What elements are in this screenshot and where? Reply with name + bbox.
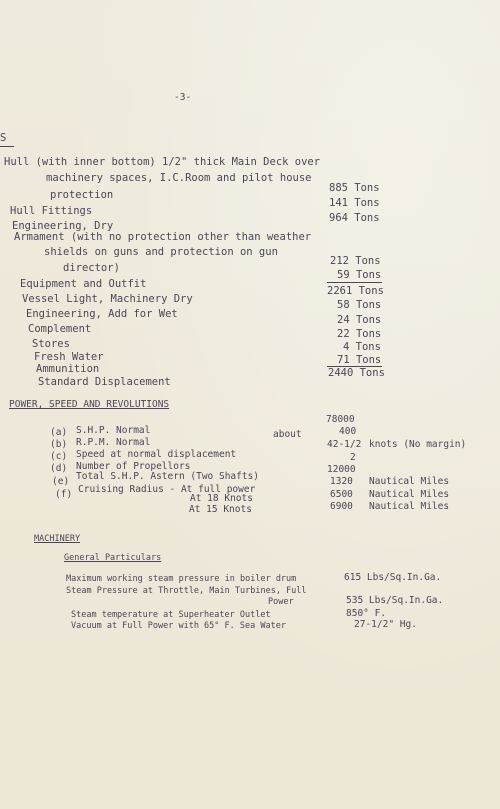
weight-label: Stores	[32, 338, 70, 350]
weight-label: Hull Fittings	[10, 205, 93, 217]
weight-value: 964 Tons	[329, 212, 380, 224]
power-label: S.H.P. Normal	[76, 425, 151, 436]
machinery-value: 615 Lbs/Sq.In.Ga.	[344, 572, 442, 583]
weight-label: machinery spaces, I.C.Room and pilot house	[46, 172, 312, 184]
weight-value: 2261 Tons	[327, 285, 384, 297]
power-key: (d)	[50, 463, 68, 474]
weight-label: Armament (with no protection other than weather	[14, 231, 312, 243]
power-heading: POWER, SPEED AND REVOLUTIONS	[9, 399, 170, 410]
machinery-label: Power	[268, 597, 294, 607]
weight-label: protection	[50, 189, 114, 201]
weight-label: Complement	[28, 323, 92, 335]
weights-heading-fragment: S	[0, 132, 7, 144]
machinery-label: Steam Pressure at Throttle, Main Turbines, Full	[66, 586, 307, 596]
weight-label: Hull (with inner bottom) 1/2" thick Main Deck over	[4, 156, 321, 168]
weight-value: 59 Tons	[337, 269, 382, 281]
power-value: 12000	[327, 464, 356, 475]
power-key: (a)	[50, 427, 68, 438]
weight-value: 24 Tons	[337, 314, 382, 326]
machinery-heading: MACHINERY	[34, 534, 81, 544]
weight-value: 141 Tons	[329, 197, 380, 209]
machinery-label: Maximum working steam pressure in boiler drum	[66, 574, 297, 584]
power-unit: Nautical Miles	[369, 476, 450, 487]
power-unit: knots (No margin)	[369, 439, 467, 450]
power-value: 400	[339, 426, 357, 437]
weight-value: 212 Tons	[330, 255, 381, 267]
weight-label: director)	[63, 262, 120, 274]
power-label: Cruising Radius - At full power	[78, 484, 256, 495]
weight-value: 22 Tons	[337, 328, 382, 340]
weight-label: Fresh Water	[34, 351, 104, 363]
power-key: (b)	[50, 439, 68, 450]
power-value: 42-1/2	[327, 439, 362, 450]
weight-label: Engineering, Dry	[12, 220, 114, 232]
page-number: -3-	[174, 92, 192, 103]
weight-label: Vessel Light, Machinery Dry	[22, 293, 193, 305]
power-key: (c)	[50, 451, 68, 462]
power-label: R.P.M. Normal	[76, 437, 151, 448]
machinery-subheading: General Particulars	[64, 553, 162, 563]
power-value: 2	[350, 452, 356, 463]
power-value: 6500	[330, 489, 353, 500]
weight-label: Ammunition	[36, 363, 100, 375]
power-label: Speed at normal displacement	[76, 449, 237, 460]
power-label: At 15 Knots	[189, 504, 252, 515]
power-value: 6900	[330, 501, 353, 512]
machinery-value: 535 Lbs/Sq.In.Ga.	[346, 595, 444, 606]
sum-rule	[327, 282, 382, 283]
machinery-value: 27-1/2" Hg.	[354, 619, 417, 630]
machinery-label: Steam temperature at Superheater Outlet	[71, 610, 271, 620]
weight-value: 2440 Tons	[328, 367, 385, 379]
power-unit: Nautical Miles	[369, 489, 450, 500]
about-label: about	[273, 429, 302, 440]
power-label: Total S.H.P. Astern (Two Shafts)	[76, 471, 260, 482]
heading-underline	[0, 146, 14, 147]
machinery-label: Vacuum at Full Power with 65° F. Sea Water	[71, 621, 286, 631]
power-key: (e)	[52, 476, 70, 487]
weight-label: Engineering, Add for Wet	[26, 308, 178, 320]
power-value: 78000	[326, 414, 355, 425]
weight-label: shields on guns and protection on gun	[44, 246, 278, 258]
power-label: At 18 Knots	[190, 493, 253, 504]
power-key: (f)	[55, 489, 73, 500]
weight-value: 4 Tons	[343, 341, 381, 353]
weight-value: 71 Tons	[337, 354, 382, 366]
weight-label: Standard Displacement	[38, 376, 171, 388]
weight-value: 885 Tons	[329, 182, 380, 194]
power-label: Number of Propellors	[76, 461, 191, 472]
power-unit: Nautical Miles	[369, 501, 450, 512]
machinery-value: 850° F.	[346, 608, 387, 619]
weight-value: 58 Tons	[337, 299, 382, 311]
weight-label: Equipment and Outfit	[20, 278, 147, 290]
power-value: 1320	[330, 476, 353, 487]
